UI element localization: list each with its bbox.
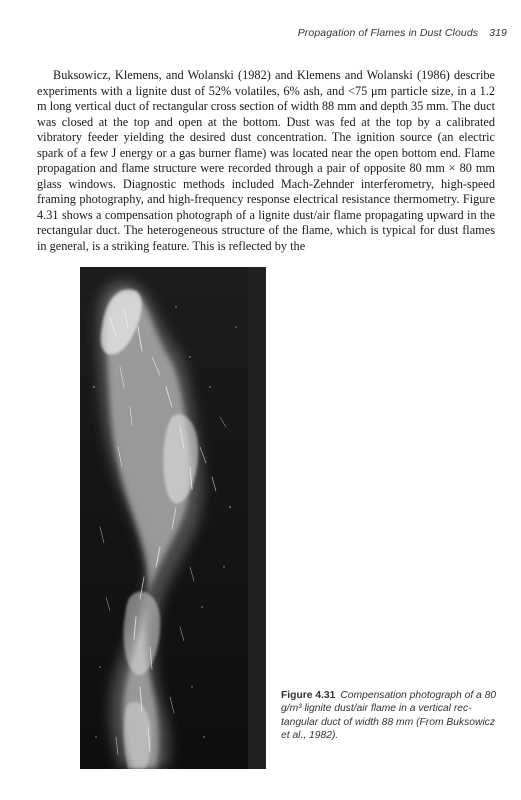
page-number: 319: [489, 27, 507, 39]
running-title: Propagation of Flames in Dust Clouds: [297, 27, 479, 39]
figure-caption-text: Compensation photograph of a 80 g/m³ lignite dust/air flame in a vertical rectangular duct of width 88 mm (From Buksowicz et al., 1982).: [281, 690, 497, 741]
running-head: [298, 27, 507, 39]
figure-caption: [281, 689, 501, 742]
figure-label: Figure 4.31: [281, 690, 336, 701]
flame-photograph: [80, 267, 266, 769]
body-paragraph: Buksowicz, Klemens, and Wolanski (1982) and Klemens and Wolanski (1986) describe experiments with a lignite dust of 52% volatiles, 6% ash, and <75 μm particle size, in a 1.2 m long vertical duct of rectangular cross section of width 88 mm and depth 35 mm. The duct was closed at the top and open at the bottom. Dust was fed at the top by a calibrated vibratory feeder yielding the desired dust concentration. The ignition source (an electric spark of a few J energy or a gas burner flame) was located near the open bottom end. Flame propagation and flame structure were recorded through a pair of opposite 80 mm × 80 mm glass windows. Diagnostic methods included Mach-Zehnder interferometry, high-speed framing photography, and high-frequency response electrical resistance thermometry. Figure 4.31 shows a compensation photograph of a lignite dust/air flame propagating upward in the rectangular duct. The heterogeneous structure of the flame, which is typical for dust flames in general, is a striking feature. This is reflected by the: [37, 68, 495, 254]
flame-photograph-image: [80, 267, 266, 769]
